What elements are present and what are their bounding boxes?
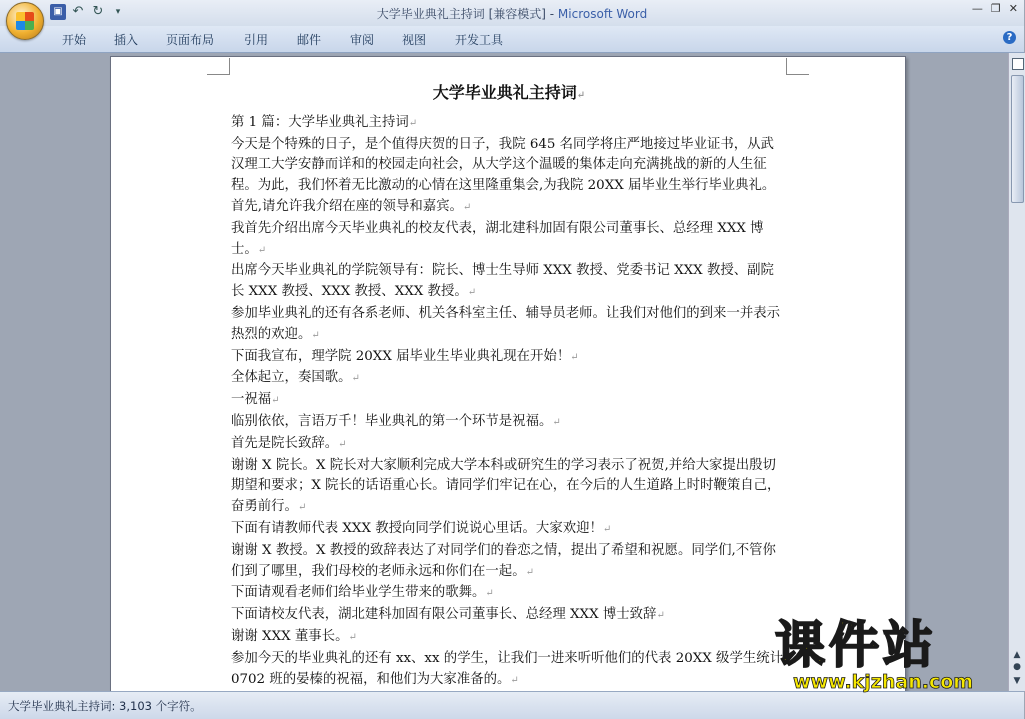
window-title	[0, 5, 1024, 22]
paragraph-text: 我首先介绍出席今天毕业典礼的校友代表，湖北建科加固有限公司董事长、总经理 XXX 博士。	[231, 220, 764, 257]
ribbon-tab-bar	[0, 26, 1024, 53]
paragraph	[231, 390, 787, 412]
help-icon[interactable]: ?	[1003, 31, 1016, 44]
margin-corner-marker	[207, 58, 230, 75]
paragraph	[231, 219, 787, 262]
paragraph-text: 出席今天毕业典礼的学院领导有：院长、博士生导师 XXX 教授、党委书记 XXX 教授、副院长 XXX 教授、XXX 教授、XXX 教授。	[231, 263, 774, 300]
office-logo-icon	[16, 12, 34, 30]
paragraph	[231, 135, 787, 219]
scroll-up-icon[interactable]	[1011, 53, 1023, 65]
paragraph-text: 第 1 篇：大学毕业典礼主持词	[231, 114, 409, 130]
paragraph-mark: ↵	[510, 674, 519, 686]
paragraph-mark: ↵	[257, 244, 267, 256]
undo-icon[interactable]: ↶	[72, 4, 84, 19]
paragraph-mark: ↵	[271, 395, 280, 407]
next-page-icon[interactable]: ▼	[1013, 676, 1021, 686]
tab-review[interactable]: 审阅	[350, 33, 375, 47]
paragraph-text: 临别依依，言语万千！毕业典礼的第一个环节是祝福。	[231, 413, 553, 429]
tab-developer[interactable]: 开发工具	[455, 33, 504, 47]
paragraph	[231, 261, 787, 304]
paragraph	[231, 519, 787, 541]
margin-corner-marker	[786, 58, 809, 75]
paragraph-mark: ↵	[485, 588, 494, 600]
paragraph-text: 下面我宣布，理学院 20XX 届毕业生毕业典礼现在开始！	[231, 348, 571, 364]
previous-page-icon[interactable]: ▲	[1013, 650, 1021, 660]
paragraph-text: 参加毕业典礼的还有各系老师、机关各科室主任、辅导员老师。让我们对他们的到来一并表示热烈的欢迎。	[231, 305, 781, 342]
restore-icon[interactable]: ❐	[990, 2, 1001, 15]
watermark-title: 课件站	[775, 616, 937, 674]
paragraph	[231, 304, 787, 347]
paragraph-mark: ↵	[552, 416, 561, 428]
paragraph	[231, 113, 787, 135]
paragraph-mark: ↵	[338, 438, 347, 450]
paragraph	[231, 583, 787, 605]
paragraph-mark: ↵	[462, 201, 472, 213]
paragraph	[231, 456, 787, 519]
window-controls	[972, 2, 1018, 15]
document-body[interactable]	[231, 83, 787, 713]
paragraph-mark: ↵	[311, 329, 320, 341]
paragraph-text: 谢谢 XXX 董事长。	[231, 628, 349, 644]
word-count-status[interactable]: 大学毕业典礼主持词: 3,103 个字符。	[8, 699, 202, 713]
paragraph-text: 谢谢 X 院长。X 院长对大家顺利完成大学本科或研究生的学习表示了祝贺,并给大家提出殷切期望和要求；X 院长的话语重心长。请同学们牢记在心，在今后的人生道路上时时鞭策自己，奋勇前行。	[231, 457, 781, 515]
tab-home[interactable]: 开始	[62, 33, 87, 47]
paragraph-mark: ↵	[525, 566, 534, 578]
paragraph-mark: ↵	[570, 351, 579, 363]
paragraph-text: 参加今天的毕业典礼的还有 xx、xx 的学生，让我们一进来听听他们的代表 20XX 级学生统计 0702 班的晏榛的祝福，和他们为大家准备的。	[231, 650, 784, 687]
watermark-url: www.kjzhan.com	[793, 671, 974, 693]
close-icon[interactable]: ✕	[1008, 2, 1018, 15]
status-bar	[0, 691, 1024, 719]
tab-references[interactable]: 引用	[244, 33, 269, 47]
title-bar	[0, 0, 1024, 26]
paragraph-mark: ↵	[297, 502, 307, 514]
paragraph-mark: ↵	[351, 373, 360, 385]
document-workspace	[0, 53, 1008, 691]
tab-page-layout[interactable]: 页面布局	[166, 33, 215, 47]
paragraph	[231, 412, 787, 434]
paragraph-list	[231, 113, 787, 713]
paragraph	[231, 368, 787, 390]
office-button[interactable]	[6, 2, 44, 40]
paragraph-text: 全体起立，奏国歌。	[231, 370, 352, 386]
document-title-text: 大学毕业典礼主持词 [兼容模式] -	[376, 7, 558, 21]
redo-icon[interactable]: ↻	[92, 4, 104, 19]
save-icon[interactable]: ▣	[50, 4, 66, 20]
paragraph-text: 下面请校友代表，湖北建科加固有限公司董事长、总经理 XXX 博士致辞	[231, 607, 657, 623]
paragraph-mark: ↵	[348, 631, 357, 643]
paragraph-text: 下面有请教师代表 XXX 教授向同学们说说心里话。大家欢迎！	[231, 520, 603, 536]
paragraph-mark: ↵	[408, 117, 418, 129]
customize-toolbar-icon[interactable]: ▾	[115, 7, 121, 17]
browse-object-icon[interactable]: ●	[1013, 662, 1021, 672]
tab-insert[interactable]: 插入	[114, 33, 139, 47]
scrollbar-thumb[interactable]	[1011, 75, 1024, 203]
document-heading: 大学毕业典礼主持词↵	[432, 83, 586, 102]
paragraph	[231, 627, 787, 649]
app-name: Microsoft Word	[557, 7, 648, 21]
paragraph	[231, 347, 787, 369]
paragraph	[231, 605, 787, 627]
paragraph-text: 一祝福	[231, 392, 272, 408]
paragraph-mark: ↵	[656, 610, 665, 622]
paragraph-mark: ↵	[467, 287, 477, 299]
tab-mailings[interactable]: 邮件	[297, 33, 322, 47]
paragraph	[231, 649, 787, 692]
paragraph-text: 谢谢 X 教授。X 教授的致辞表达了对同学们的眷恋之情，提出了希望和祝愿。同学们,不管你们到了哪里，我们母校的老师永远和你们在一起。	[231, 542, 776, 579]
paragraph-text: 下面请观看老师们给毕业学生带来的歌舞。	[231, 585, 486, 601]
minimize-icon[interactable]: —	[971, 2, 983, 15]
paragraph-mark: ↵	[602, 523, 612, 535]
paragraph	[231, 434, 787, 456]
paragraph	[231, 541, 787, 584]
tab-view[interactable]: 视图	[402, 33, 427, 47]
paragraph-text: 今天是个特殊的日子，是个值得庆贺的日子，我院 645 名同学将庄严地接过毕业证书，从武汉理工大学安静而详和的校园走向社会，从大学这个温暖的集体走向充满挑战的新的人生征程。为此，我们怀着无比激动的心情在这里隆重集会,为我院 20XX 届毕业生举行毕业典礼。首先,请允许我介绍在座的领导和嘉宾。	[231, 136, 776, 214]
paragraph-text: 首先是院长致辞。	[231, 435, 339, 451]
vertical-scrollbar[interactable]	[1008, 53, 1025, 691]
site-watermark	[775, 617, 1015, 693]
